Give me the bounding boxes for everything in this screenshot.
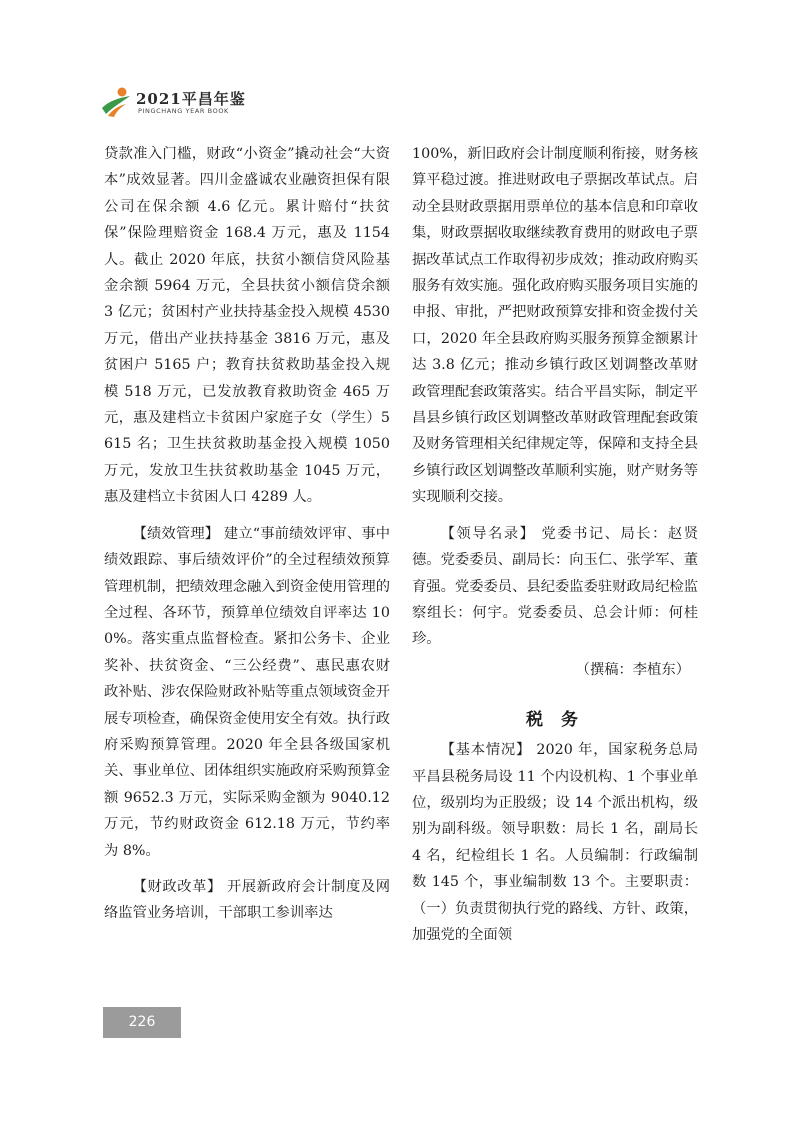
paragraph-poverty-finance: 贷款准入门槛，财政“小资金”撬动社会“大资本”成效显著。四川金盛诚农业融资担保有限公司在保余额 4.6 亿元。累计赔付“扶贫保”保险理赔资金 168.4 万元，惠及 1154 人。截止 2020 年底，扶贫小额信贷风险基金余额 5964 万元，全县扶贫小额信贷余额 3 亿元；贫困村产业扶持基金投入规模 4530 万元，借出产业扶持基金 3816 万元，惠及贫困户 5165 户；教育扶贫救助基金投入规模 518 万元，已发放教育救助资金 465 万元，惠及建档立卡贫困户家庭子女（学生）5615 名；卫生扶贫救助基金投入规模 1050 万元，发放卫生扶贫救助基金 1045 万元，惠及建档立卡贫困人口 4289 人。 [104,146,390,506]
page-header [100,86,700,120]
yearbook-title: 2021平昌年鉴 [136,90,246,108]
section-title-tax: 税 务 [526,710,584,731]
page-number: 226 [103,1007,181,1038]
yearbook-subtitle: PINGCHANG YEAR BOOK [138,107,229,115]
paragraph-performance-management: 【绩效管理】 建立“事前绩效评审、事中绩效跟踪、事后绩效评价”的全过程绩效预算管理机制，把绩效理念融入到资金使用管理的全过程、各环节，预算单位绩效自评率达 100%。落实重点监督检查。紧扣公务卡、企业奖补、扶贫资金、“三公经费”、惠民惠农财政补贴、涉农保险财政补贴等重点领域资金开展专项检查，确保资金使用安全有效。执行政府采购预算管理。2020 年全县各级国家机关、事业单位、团体组织实施政府采购预算金额 9652.3 万元，实际采购金额为 9040.12 万元，节约财政资金 612.18 万元，节约率为 8%。 [104,525,390,859]
right-column [412,141,698,948]
yearbook-logo-icon [100,86,134,118]
paragraph-tax-basic-info: 【基本情况】 2020 年，国家税务总局平昌县税务局设 11 个内设机构、1 个事业单位，级别均为正股级；设 14 个派出机构，级别为副科级。领导职数：局长 1 名，副局长 4 名，纪检组长 1 名。人员编制：行政编制数 145 个，事业编制数 13 个。主要职责：（一）负责贯彻执行党的路线、方针、政策，加强党的全面领 [412,742,698,943]
paragraph-leadership-list: 【领导名录】 党委书记、局长：赵贤德。党委委员、副局长：向玉仁、张学军、董育强。党委委员、县纪委监委驻财政局纪检监察组长：何宇。党委委员、总会计师：何桂珍。 [412,525,698,648]
left-column [104,141,390,927]
paragraph-finance-reform: 【财政改革】 开展新政府会计制度及网络监管业务培训，干部职工参训率达 [104,878,390,922]
paragraph-finance-reform-continued: 100%，新旧政府会计制度顺利衔接，财务核算平稳过渡。推进财政电子票据改革试点。启动全县财政票据用票单位的基本信息和印章收集，财政票据收取继续教育费用的财政电子票据改革试点工作取得初步成效；推动政府购买服务有效实施。强化政府购买服务项目实施的申报、审批，严把财政预算安排和资金拨付关口，2020 年全县政府购买服务预算金额累计达 3.8 亿元；推动乡镇行政区划调整改革财政管理配套政策落实。结合平昌实际，制定平昌县乡镇行政区划调整改革财政管理配套政策及财务管理相关纪律规定等，保障和支持全县乡镇行政区划调整改革顺利实施，财产财务等实现顺利交接。 [412,146,698,506]
author-credit: （撰稿：李植东） [575,661,690,678]
